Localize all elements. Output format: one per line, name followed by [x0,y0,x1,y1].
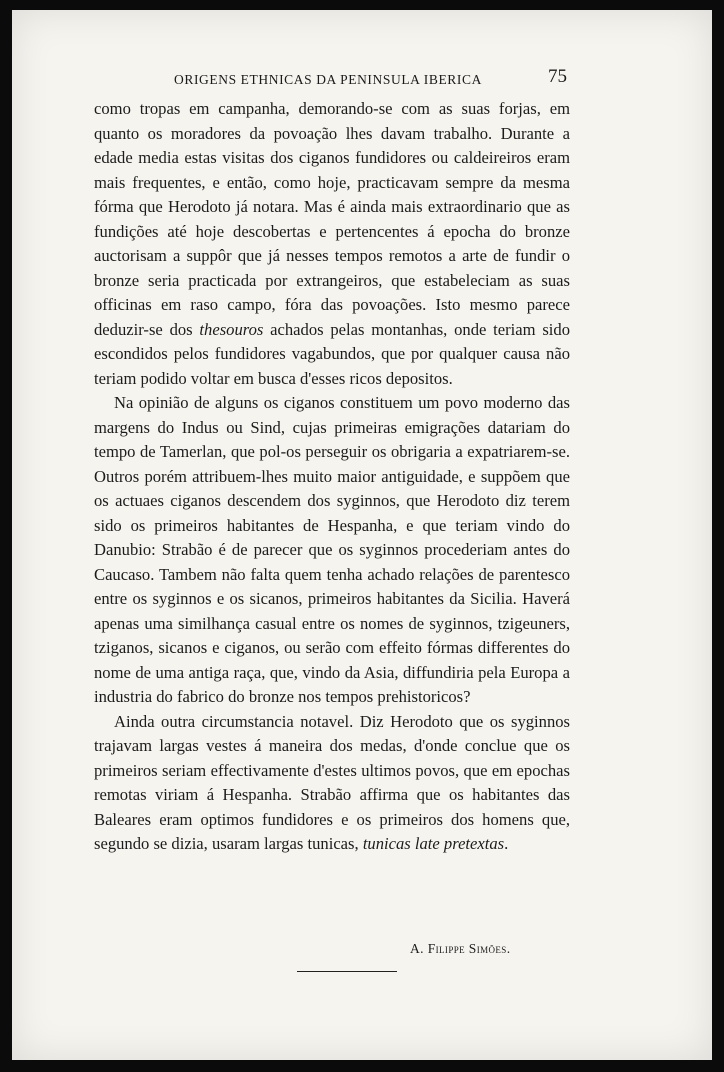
page-header [12,68,712,98]
author-initial: A. [410,941,424,956]
paragraph-3 [94,710,570,857]
paragraph-3-text: Ainda outra circumstancia notavel. Diz Herodoto que os syginnos trajavam largas vestes á maneira dos medas, d'onde conclue que os primeiros seriam effectivamente d'estes ultimos povos, que em epochas remotas viriam á Hespanha. Strabão affirma que os habitantes das Baleares eram optimos fundidores e os primeiros dos homens que, segundo se dizia, usaram largas tunicas, [94,711,570,853]
body-text [94,97,570,857]
paragraph-1-text-end: achados pelas montanhas, onde teriam sido escondidos pelos fundidores vagabundos, que por qualquer causa não teriam podido voltar em busca d'esses ricos depositos. [94,319,570,388]
paragraph-1 [94,97,570,391]
closing-rule [297,971,397,972]
paragraph-1-text: como tropas em campanha, demorando-se com as suas forjas, em quanto os moradores da povoação lhes davam trabalho. Durante a edade media estas visitas dos ciganos fundidores ou caldeireiros eram mais frequentes, e então, como hoje, practicavam sempre da mesma fórma que Herodoto já notara. Mas é ainda mais extraordinario que as fundições até hoje descobertas e pertencentes á epocha do bronze auctorisam a suppôr que já nesses tempos remotos a arte de fundir o bronze seria practicada por extrangeiros, que estabeleciam as suas officinas em raso campo, fóra das povoações. Isto mesmo parece deduzir-se dos [94,99,570,339]
page-number: 75 [548,66,567,87]
paragraph-2 [94,391,570,710]
book-page [12,10,712,1060]
paragraph-3-italic-term: tunicas late pretextas [362,834,505,853]
paragraph-2-text: Na opinião de alguns os ciganos constituem um povo moderno das margens do Indus ou Sind, cujas primeiras emigrações datariam do tempo de Tamerlan, que pol-os perseguir os obrigaria a expatriarem-se. Outros porém attribuem-lhes muito maior antiguidade, e suppõem que os actuaes ciganos descendem dos syginnos, que Herodoto diz terem sido os primeiros habitantes de Hespanha, e que teriam vindo do Danubio: Strabão é de parecer que os syginnos procederiam antes do Caucaso. Tambem não falta quem tenha achado relações de parentesco entre os syginnos e os sicanos, primeiros habitantes da Sicilia. Haverá apenas uma similhança casual entre os nomes de syginnos, tzigeuners, tziganos, sicanos e ciganos, ou serão com effeito fórmas differentes do nome de uma antiga raça, que, vindo da Asia, diffundiria pela Europa a industria do fabrico do bronze nos tempos prehistoricos? [94,393,570,706]
paragraph-1-italic-term: thesouros [199,319,264,339]
author-name: Filippe Simões. [427,941,511,956]
paragraph-3-text-end: . [504,834,509,853]
author-signature [410,941,511,957]
running-title: ORIGENS ETHNICAS DA PENINSULA IBERICA [174,72,482,87]
